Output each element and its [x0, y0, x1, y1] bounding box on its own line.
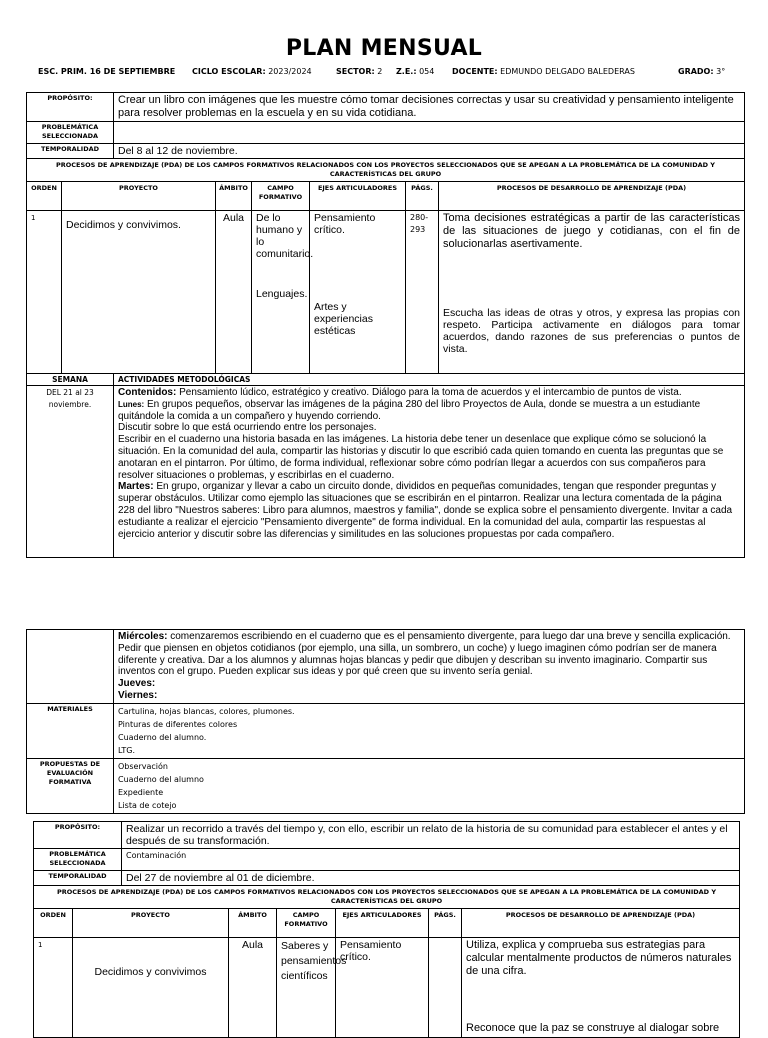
plan2-pda-2: Reconoce que la paz se construye al dialogar sobre [466, 1022, 720, 1034]
campo-cell [252, 211, 314, 374]
proyecto-value: Decidimos y convivimos. [62, 211, 216, 374]
plan2-problematica-label: PROBLEMÁTICA SELECCIONADA [34, 849, 122, 871]
plan2-ejes-value: Pensamiento crítico. [336, 938, 429, 1038]
pags-value: 280-293 [406, 211, 439, 374]
temporalidad-text: Del 8 al 12 de noviembre. [114, 144, 745, 159]
plan2-problematica-text: Contaminación [122, 849, 740, 871]
teacher: DOCENTE: EDMUNDO DELGADO BALEDERAS [452, 67, 635, 76]
plan2-proyecto-value: Decidimos y convivimos [73, 938, 229, 1038]
plan2-table [33, 821, 740, 1038]
materiales-cell [114, 704, 745, 759]
col-ejes: EJES ARTICULADORES [310, 182, 406, 211]
miercoles-label: Miércoles: [118, 631, 168, 642]
school-cycle: CICLO ESCOLAR: 2023/2024 [192, 67, 312, 76]
orden-value: 1 [27, 211, 62, 374]
plan2-temporalidad-text: Del 27 de noviembre al 01 de diciembre. [122, 871, 740, 886]
plan2-col-proyecto: PROYECTO [73, 909, 229, 938]
plan2-col-campo: CAMPO FORMATIVO [277, 909, 336, 938]
plan2-ambito-value: Aula [229, 938, 277, 1038]
materiales-item: Pinturas de diferentes colores [118, 720, 238, 729]
semana-label: SEMANA [27, 374, 114, 386]
page-title: PLAN MENSUAL [285, 36, 483, 61]
campo-2: Lenguajes. [256, 288, 308, 300]
grade: GRADO: 3° [678, 67, 726, 76]
plan2-orden-value: 1 [34, 938, 73, 1038]
problematica-label: PROBLEMÁTICA SELECCIONADA [27, 122, 114, 144]
col-proyecto: PROYECTO [62, 182, 216, 211]
problematica-text [114, 122, 745, 144]
col-pags: PÁGS. [406, 182, 439, 211]
pda-1: Toma decisiones estratégicas a partir de las características de las situaciones de juego y cotidianas, con el fin de solucionarlas asertivamente. [443, 212, 740, 250]
evaluacion-item: Expediente [118, 788, 164, 797]
plan2-campo-value: Saberes y pensamientos científicos [277, 938, 336, 1038]
plan2-temporalidad-label: TEMPORALIDAD [34, 871, 122, 886]
plan1-table [26, 92, 745, 558]
plan2-col-orden: ORDEN [34, 909, 73, 938]
lunes-text: En grupos pequeños, observar las imágenes de la página 280 del libro Proyectos de Aula, donde se muestra a un estudiante quitándole la comida a un compañero y huyendo corriendo. [118, 398, 701, 422]
actividades-label: ACTIVIDADES METODOLÓGICAS [114, 374, 745, 386]
martes-label: Martes: [118, 481, 154, 493]
materiales-item: Cuaderno del alumno. [118, 733, 207, 742]
proposito-text: Crear un libro con imágenes que les muestre cómo tomar decisiones correctas y usar su creatividad y pensamiento inteligente para resolver problemas en la escuela y en su vida cotidiana. [114, 93, 745, 122]
miercoles-cell [114, 630, 745, 704]
miercoles-text: comenzaremos escribiendo en el cuaderno que es el pensamiento divergente, para luego dar una breve y sencilla explicación. Pedir que piensen en objetos cotidianos (por ejemplo, una silla, un sombrero, un coche) y luego imaginen cómo podrían ser de manera diferente y creativa. Dar a los alumnos y alumnas hojas blancas y pedir que dibujen y describan su invento imaginario. Compartir sus inventos con el grupo. Pueden explicar sus ideas y por qué creen que su invento sería genial. [118, 631, 731, 678]
blank-week-cell [27, 630, 114, 704]
proposito-label: PROPÓSITO: [27, 93, 114, 122]
martes-text: En grupo, organizar y llevar a cabo un circuito donde, divididos en pequeñas comunidades, tengan que responder preguntas y superar obstáculos. Utilizar como ejemplo las situaciones que se escribirán en el pintarron. Realizar una lectura comentada de la página 228 del libro "Nuestros saberes: Libro para alumnos, maestros y familia", donde se explica sobre el pensamiento divergente. Invitar a cada estudiante a realizar el ejercicio "Pensamiento divergente" de forma individual. En la comunidad del aula, compartir las respuestas al ejercicio anterior y discutir sobre las diferencias y similitudes en las soluciones propuestas por cada compañero. [118, 481, 733, 540]
materiales-item: Cartulina, hojas blancas, colores, plumones. [118, 707, 295, 716]
plan2-col-pags: PÁGS. [429, 909, 462, 938]
plan2-pda-1: Utiliza, explica y comprueba sus estrategias para calcular mentalmente productos de números naturales de una cifra. [466, 939, 732, 977]
plan2-col-ejes: EJES ARTICULADORES [336, 909, 429, 938]
plan2-pda-cell [462, 938, 740, 1038]
pda-banner: PROCESOS DE APRENDIZAJE (PDA) DE LOS CAMPOS FORMATIVOS RELACIONADOS CON LOS PROYECTOS SELECCIONADOS QUE SE APEGAN A LA PROBLEMÁTICA DE LA COMUNIDAD Y CARACTERÍSTICAS DEL GRUPO [27, 159, 745, 182]
school-name: ESC. PRIM. 16 DE SEPTIEMBRE [38, 67, 176, 76]
plan2-proposito-label: PROPÓSITO: [34, 822, 122, 849]
viernes-label: Viernes: [118, 689, 158, 701]
evaluacion-item: Observación [118, 762, 168, 771]
col-orden: ORDEN [27, 182, 62, 211]
evaluacion-label: PROPUESTAS DE EVALUACIÓN FORMATIVA [27, 759, 114, 814]
temporalidad-label: TEMPORALIDAD [27, 144, 114, 159]
actividades-cell [114, 386, 745, 558]
eje-1: Pensamiento crítico. [314, 212, 376, 236]
plan2-pda-banner: PROCESOS DE APRENDIZAJE (PDA) DE LOS CAMPOS FORMATIVOS RELACIONADOS CON LOS PROYECTOS SELECCIONADOS QUE SE APEGAN A LA PROBLEMÁTICA DE LA COMUNIDAD Y CARACTERÍSTICAS DEL GRUPO [34, 886, 740, 909]
eje-2: Artes y experiencias estéticas [314, 301, 373, 337]
sector: SECTOR: 2 [336, 67, 383, 76]
plan2-pags-value [429, 938, 462, 1038]
ambito-value: Aula [216, 211, 252, 374]
col-pda: PROCESOS DE DESARROLLO DE APRENDIZAJE (PDA) [439, 182, 745, 211]
materiales-item: LTG. [118, 746, 135, 755]
evaluacion-item: Lista de cotejo [118, 801, 177, 810]
col-ambito: ÁMBITO [216, 182, 252, 211]
col-campo: CAMPO FORMATIVO [252, 182, 310, 211]
semana-value: DEL 21 al 23 noviembre. [27, 386, 114, 558]
evaluacion-cell [114, 759, 745, 814]
contenidos-text: Pensamiento lúdico, estratégico y creativo. Diálogo para la toma de acuerdos y el intercambio de puntos de vista. [176, 387, 682, 398]
plan1-continuation-table [26, 629, 745, 814]
plan2-col-ambito: ÁMBITO [229, 909, 277, 938]
campo-1: De lo humano y lo comunitario. [256, 212, 314, 260]
evaluacion-item: Cuaderno del alumno [118, 775, 204, 784]
lunes-text-3: Escribir en el cuaderno una historia basada en las imágenes. La historia debe tener un desenlace que explique cómo se solucionó la situación. En la comunidad del aula, compartir las historias y discutir lo que escribió cada quien tomando en cuenta las preguntas que se anotaran en el pintarron. Por último, de forma individual, reflexionar sobre cómo podrían llegar a acuerdos con sus compañeros para resolver situaciones o problemas, y escribirlas en el cuaderno. [118, 434, 724, 481]
ejes-cell [310, 211, 406, 374]
lunes-text-2: Discutir sobre lo que está ocurriendo entre los personajes. [118, 422, 377, 434]
jueves-label: Jueves: [118, 678, 156, 690]
plan2-col-pda: PROCESOS DE DESARROLLO DE APRENDIZAJE (PDA) [462, 909, 740, 938]
pda-cell [439, 211, 745, 374]
lunes-label: Lunes: [118, 399, 145, 409]
materiales-label: MATERIALES [27, 704, 114, 759]
pda-2: Escucha las ideas de otras y otros, y expresa las propias con respeto. Participa activamente en diálogos para tomar acuerdos, dando razones de sus preferencias o puntos de vista. [443, 307, 740, 355]
plan2-proposito-text: Realizar un recorrido a través del tiempo y, con ello, escribir un relato de la historia de su comunidad para establecer el antes y el después de su transformación. [122, 822, 740, 849]
zone: Z.E.: 054 [396, 67, 435, 76]
contenidos-label: Contenidos: [118, 387, 177, 398]
